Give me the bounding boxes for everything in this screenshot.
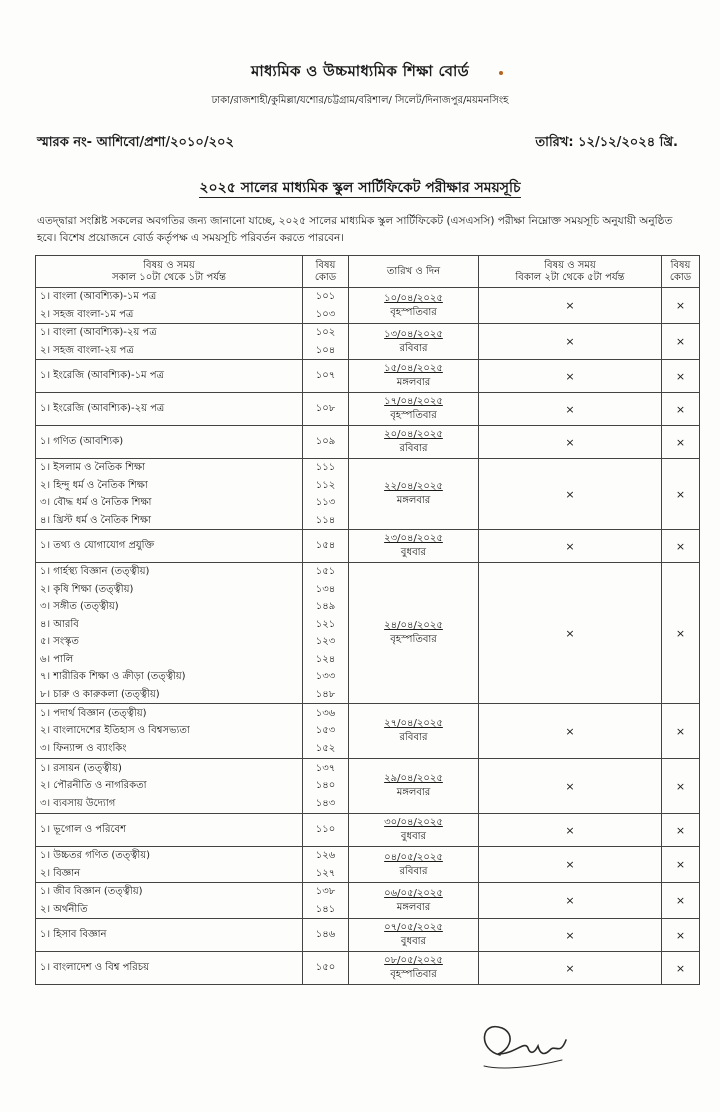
- subject-code: ১৩৮: [315, 886, 336, 897]
- date-day-cell: [349, 324, 479, 360]
- exam-date: ২০/০৪/২০২৫: [384, 429, 443, 440]
- subject-name: ৬। পালি: [40, 653, 74, 665]
- subject-code: ১১০: [315, 824, 336, 836]
- exam-date: ১৫/০৪/২০২৫: [384, 363, 443, 374]
- afternoon-code-cell: ×: [662, 704, 700, 759]
- ink-dot: [499, 71, 503, 75]
- afternoon-subject-cell: ×: [479, 952, 662, 985]
- codes-cell: [303, 952, 349, 985]
- subject-name: ৪। খ্রিস্ট ধর্ম ও নৈতিক শিক্ষা: [40, 514, 152, 526]
- afternoon-code-cell: ×: [662, 459, 700, 530]
- subject-name: ৩। সঙ্গীত (তত্ত্বীয়): [40, 601, 119, 612]
- exam-date: ৩০/০৪/২০২৫: [384, 817, 443, 828]
- subject-name: ২। সহজ বাংলা-১ম পত্র: [40, 308, 134, 320]
- subject-code: ১৩৩: [315, 671, 336, 682]
- subject-code: ১২১: [315, 618, 336, 630]
- exam-day: রবিবার: [399, 865, 428, 877]
- exam-day: রবিবার: [399, 732, 428, 743]
- subject-name: ১। ইংরেজি (আবশ্যিক)-১ম পত্র: [40, 370, 164, 382]
- codes-cell: [303, 563, 349, 704]
- subject-name: ১। বাংলা (আবশ্যিক)-১ম পত্র: [40, 291, 157, 302]
- subject-code: ১১১: [315, 462, 336, 473]
- subject-name: ১। ইসলাম ও নৈতিক শিক্ষা: [40, 462, 146, 473]
- subjects-cell: [36, 324, 303, 360]
- table-row: [36, 952, 700, 985]
- subjects-cell: [36, 883, 303, 919]
- header-morning-subject: [36, 256, 303, 288]
- afternoon-code-cell: ×: [662, 393, 700, 426]
- subjects-cell: [36, 919, 303, 952]
- document-title-text: ২০২৫ সালের মাধ্যমিক স্কুল সার্টিফিকেট পরীক্ষার সময়সূচি: [199, 180, 521, 196]
- table-row: [36, 324, 700, 360]
- codes-cell: [303, 324, 349, 360]
- afternoon-subject-cell: ×: [479, 563, 662, 704]
- subject-code: ১৩৪: [315, 583, 336, 595]
- subject-code: ১০৯: [315, 436, 336, 448]
- subject-name: ১। হিসাব বিজ্ঞান: [40, 929, 107, 941]
- subject-name: ১। জীব বিজ্ঞান (তত্ত্বীয়): [40, 886, 143, 897]
- subject-code: ১৩৭: [315, 762, 336, 774]
- subjects-cell: [36, 459, 303, 530]
- codes-cell: [303, 919, 349, 952]
- exam-day: রবিবার: [399, 443, 428, 454]
- subject-code: ১৪৯: [315, 601, 336, 612]
- subjects-cell: [36, 563, 303, 704]
- codes-cell: [303, 704, 349, 759]
- afternoon-code-cell: ×: [662, 759, 700, 814]
- table-row: [36, 704, 700, 759]
- table-body: [36, 288, 700, 985]
- subject-code: ১৫৪: [315, 540, 336, 552]
- exam-day: বুধবার: [400, 936, 427, 947]
- afternoon-code-cell: ×: [662, 883, 700, 919]
- header-code-line1: বিষয়: [315, 259, 336, 271]
- table-row: [36, 459, 700, 530]
- header-code2-line2: কোড: [669, 271, 692, 283]
- subject-name: ২। বাংলাদেশের ইতিহাস ও বিশ্বসভ্যতা: [40, 725, 190, 737]
- subject-code: ১৪১: [315, 903, 336, 915]
- table-row: [36, 426, 700, 459]
- exam-day: রবিবার: [399, 342, 428, 354]
- exam-schedule-table: [35, 255, 700, 985]
- document-title: [0, 176, 720, 200]
- date-day-cell: [349, 459, 479, 530]
- exam-day: বুধবার: [400, 547, 427, 558]
- table-row: [36, 883, 700, 919]
- subject-name: ২। সহজ বাংলা-২য় পত্র: [40, 344, 134, 356]
- subject-name: ১। গার্হস্থ্য বিজ্ঞান (তত্ত্বীয়): [40, 566, 150, 577]
- subject-code: ১৪০: [315, 780, 336, 792]
- subject-name: ২। কৃষি শিক্ষা (তত্ত্বীয়): [40, 583, 134, 595]
- subject-name: ১। পদার্থ বিজ্ঞান (তত্ত্বীয়): [40, 707, 147, 719]
- subject-name: ১। তথ্য ও যোগাযোগ প্রযুক্তি: [40, 540, 155, 552]
- date-day-cell: [349, 759, 479, 814]
- subject-name: ২। বিজ্ঞান: [40, 867, 81, 879]
- header-morning-subject-line1: বিষয় ও সময়: [143, 259, 195, 271]
- exam-day: মঙ্গলবার: [396, 901, 431, 913]
- subject-code: ১১৪: [315, 514, 336, 526]
- date-day-cell: [349, 704, 479, 759]
- subject-name: ৩। বৌদ্ধ ধর্ম ও নৈতিক শিক্ষা: [40, 497, 152, 508]
- header-code2-line1: বিষয়: [670, 259, 691, 271]
- date-day-cell: [349, 360, 479, 393]
- subject-code: ১০৪: [315, 344, 336, 356]
- subject-name: ২। হিন্দু ধর্ম ও নৈতিক শিক্ষা: [40, 479, 148, 491]
- subject-code: ১৫১: [315, 566, 336, 577]
- subject-name: ১। গণিত (আবশ্যিক): [40, 436, 124, 448]
- codes-cell: [303, 360, 349, 393]
- afternoon-subject-cell: ×: [479, 288, 662, 324]
- codes-cell: [303, 847, 349, 883]
- table-row: [36, 530, 700, 563]
- afternoon-subject-cell: ×: [479, 530, 662, 563]
- afternoon-subject-cell: ×: [479, 426, 662, 459]
- afternoon-code-cell: ×: [662, 530, 700, 563]
- subject-code: ১২৩: [315, 636, 336, 647]
- subject-name: ৪। আরবি: [40, 618, 79, 630]
- afternoon-subject-cell: ×: [479, 393, 662, 426]
- table-header-row: [36, 256, 700, 288]
- date-day-cell: [349, 847, 479, 883]
- subjects-cell: [36, 288, 303, 324]
- header-afternoon-subject: [479, 256, 662, 288]
- subject-name: ৭। শারীরিক শিক্ষা ও ক্রীড়া (তত্ত্বীয়): [40, 671, 186, 682]
- codes-cell: [303, 459, 349, 530]
- exam-day: বুধবার: [400, 831, 427, 842]
- date-day-cell: [349, 952, 479, 985]
- subjects-cell: [36, 814, 303, 847]
- header-morning-subject-line2: সকাল ১০টা থেকে ১টা পর্যন্ত: [112, 271, 226, 283]
- subject-name: ২। অর্থনীতি: [40, 903, 88, 915]
- header-afternoon-subject-line1: বিষয় ও সময়: [544, 259, 596, 271]
- date-day-cell: [349, 563, 479, 704]
- exam-date: ২৩/০৪/২০২৫: [384, 533, 443, 544]
- afternoon-code-cell: ×: [662, 952, 700, 985]
- afternoon-code-cell: ×: [662, 324, 700, 360]
- afternoon-code-cell: ×: [662, 288, 700, 324]
- date-day-cell: [349, 530, 479, 563]
- afternoon-subject-cell: ×: [479, 759, 662, 814]
- subject-code: ১৩৬: [315, 707, 336, 719]
- exam-date: ২৭/০৪/২০২৫: [384, 718, 443, 729]
- afternoon-code-cell: ×: [662, 563, 700, 704]
- date-day-cell: [349, 426, 479, 459]
- subject-name: ৫। সংস্কৃত: [40, 636, 79, 647]
- date-day-cell: [349, 919, 479, 952]
- exam-day: মঙ্গলবার: [396, 377, 431, 388]
- afternoon-code-cell: ×: [662, 814, 700, 847]
- subject-code: ১১৩: [315, 497, 336, 508]
- afternoon-subject-cell: ×: [479, 704, 662, 759]
- issue-date: তারিখ: ১২/১২/২০২৪ খ্রি.: [535, 135, 678, 150]
- subject-code: ১৪৩: [315, 797, 336, 809]
- exam-day: বৃহস্পতিবার: [390, 969, 437, 980]
- subject-code: ১৪৬: [315, 929, 336, 941]
- subject-code: ১৫২: [315, 742, 336, 754]
- table-row: [36, 814, 700, 847]
- table-row: [36, 759, 700, 814]
- afternoon-subject-cell: ×: [479, 883, 662, 919]
- table-row: [36, 360, 700, 393]
- header-code-line2: কোড: [314, 271, 337, 283]
- subjects-cell: [36, 847, 303, 883]
- afternoon-code-cell: ×: [662, 426, 700, 459]
- codes-cell: [303, 530, 349, 563]
- subjects-cell: [36, 704, 303, 759]
- subjects-cell: [36, 360, 303, 393]
- subjects-cell: [36, 759, 303, 814]
- afternoon-code-cell: ×: [662, 847, 700, 883]
- subject-name: ৩। ফিন্যান্স ও ব্যাংকিং: [40, 742, 127, 754]
- subject-code: ১০৮: [315, 403, 336, 415]
- subject-name: ১। ভূগোল ও পরিবেশ: [40, 824, 126, 836]
- exam-date: ০৬/০৫/২০২৫: [384, 887, 443, 899]
- exam-date: ১৭/০৪/২০২৫: [384, 396, 443, 407]
- letterhead: [0, 60, 720, 110]
- table-row: [36, 393, 700, 426]
- exam-date: ২৯/০৪/২০২৫: [384, 773, 443, 784]
- date-day-cell: [349, 288, 479, 324]
- exam-date: ১৩/০৪/২০২৫: [384, 328, 443, 340]
- codes-cell: [303, 759, 349, 814]
- exam-day: বৃহস্পতিবার: [390, 306, 437, 318]
- header-morning-code: [303, 256, 349, 288]
- subject-name: ১। রসায়ন (তত্ত্বীয়): [40, 762, 122, 774]
- subject-name: ২। পৌরনীতি ও নাগরিকতা: [40, 780, 147, 792]
- subject-code: ১২৬: [315, 850, 336, 861]
- afternoon-subject-cell: ×: [479, 324, 662, 360]
- table-row: [36, 847, 700, 883]
- subject-code: ১৫৩: [315, 725, 336, 737]
- header-date-day: তারিখ ও দিন: [349, 256, 479, 288]
- exam-day: মঙ্গলবার: [396, 495, 431, 506]
- exam-date: ০৭/০৫/২০২৫: [384, 922, 443, 933]
- subject-name: ১। উচ্চতর গণিত (তত্ত্বীয়): [40, 850, 151, 861]
- codes-cell: [303, 288, 349, 324]
- date-day-cell: [349, 883, 479, 919]
- subject-code: ১০৩: [315, 308, 336, 320]
- subject-name: ৩। ব্যবসায় উদ্যোগ: [40, 797, 116, 809]
- exam-date: ২৪/০৪/২০২৫: [384, 620, 443, 631]
- subject-name: ৮। চারু ও কারুকলা (তত্ত্বীয়): [40, 688, 160, 700]
- codes-cell: [303, 393, 349, 426]
- intro-paragraph: এতদ্দ্বারা সংশ্লিষ্ট সকলের অবগতির জন্য জানানো যাচ্ছে, ২০২৫ সালের মাধ্যমিক স্কুল সার্টিফিকেট (এসএসসি) পরীক্ষা নিম্নোক্ত সময়সূচি অনুযায়ী অনুষ্ঠিত হবে। বিশেষ প্রয়োজনে বোর্ড কর্তৃপক্ষ এ সময়সূচি পরিবর্তন করতে পারবেন।: [37, 215, 673, 244]
- afternoon-subject-cell: ×: [479, 360, 662, 393]
- subject-code: ১০২: [315, 327, 336, 338]
- board-title: মাধ্যমিক ও উচ্চমাধ্যমিক শিক্ষা বোর্ড: [251, 62, 469, 80]
- exam-day: মঙ্গলবার: [396, 787, 431, 798]
- date-day-cell: [349, 814, 479, 847]
- exam-day: বৃহস্পতিবার: [390, 410, 437, 421]
- signature: [470, 1010, 580, 1080]
- header-afternoon-code: [662, 256, 700, 288]
- table-row: [36, 919, 700, 952]
- codes-cell: [303, 426, 349, 459]
- subject-code: ১১২: [315, 479, 336, 491]
- exam-date: ১০/০৪/২০২৫: [384, 292, 443, 304]
- table-row: [36, 288, 700, 324]
- subject-code: ১০৭: [315, 370, 336, 382]
- subject-code: ১৫০: [315, 962, 336, 974]
- subject-code: ১০১: [315, 291, 336, 302]
- codes-cell: [303, 883, 349, 919]
- subject-name: ১। বাংলা (আবশ্যিক)-২য় পত্র: [40, 327, 157, 338]
- afternoon-subject-cell: ×: [479, 919, 662, 952]
- subject-name: ১। বাংলাদেশ ও বিশ্ব পরিচয়: [40, 962, 150, 974]
- afternoon-subject-cell: ×: [479, 847, 662, 883]
- subjects-cell: [36, 952, 303, 985]
- subjects-cell: [36, 426, 303, 459]
- subject-name: ১। ইংরেজি (আবশ্যিক)-২য় পত্র: [40, 403, 165, 415]
- exam-date: ০৮/০৫/২০২৫: [384, 955, 443, 966]
- header-afternoon-subject-line2: বিকাল ২টা থেকে ৫টা পর্যন্ত: [515, 271, 625, 283]
- subject-code: ১২৪: [315, 653, 336, 665]
- afternoon-subject-cell: ×: [479, 814, 662, 847]
- memo-number: স্মারক নং- আশিবো/প্রশা/২০১০/২০২: [37, 135, 234, 150]
- subject-code: ১২৭: [315, 867, 336, 879]
- date-day-cell: [349, 393, 479, 426]
- exam-date: ২২/০৪/২০২৫: [384, 481, 443, 492]
- afternoon-code-cell: ×: [662, 919, 700, 952]
- subjects-cell: [36, 530, 303, 563]
- subject-code: ১৪৮: [315, 688, 336, 700]
- afternoon-subject-cell: ×: [479, 459, 662, 530]
- board-cities: ঢাকা/রাজশাহী/কুমিল্লা/যশোর/চট্টগ্রাম/বরিশাল/ সিলেট/দিনাজপুর/ময়মনসিংহ: [211, 95, 509, 106]
- exam-day: বৃহস্পতিবার: [390, 634, 437, 645]
- afternoon-code-cell: ×: [662, 360, 700, 393]
- codes-cell: [303, 814, 349, 847]
- table-row: [36, 563, 700, 704]
- subjects-cell: [36, 393, 303, 426]
- exam-date: ০৪/০৫/২০২৫: [384, 851, 443, 863]
